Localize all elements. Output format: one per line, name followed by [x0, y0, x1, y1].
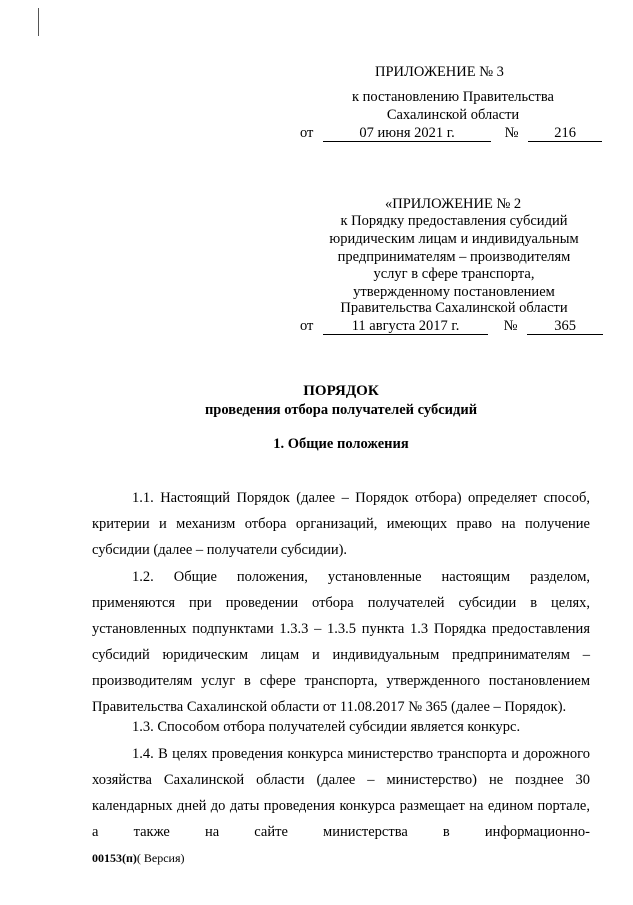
appendix3-number: 216	[528, 125, 602, 142]
appendix3-date: 07 июня 2021 г.	[323, 125, 491, 142]
section-heading: 1. Общие положения	[273, 436, 409, 452]
appendix2-line: к Порядку предоставления субсидий	[340, 213, 568, 229]
from-label: от	[300, 318, 314, 334]
appendix2-line: утвержденному постановлением	[353, 284, 555, 300]
footer-version	[92, 851, 185, 866]
number-label: №	[504, 125, 519, 141]
appendix2-line: юридическим лицам и индивидуальным	[329, 231, 579, 247]
number-label: №	[503, 318, 518, 334]
appendix2-title: «ПРИЛОЖЕНИЕ № 2	[385, 196, 522, 212]
appendix3-date-row	[300, 125, 602, 142]
footer-code: 00153(п)	[92, 851, 137, 865]
appendix2-number: 365	[527, 318, 603, 335]
appendix2-line: услуг в сфере транспорта,	[373, 266, 535, 282]
appendix2-line: Правительства Сахалинской области	[340, 300, 568, 316]
document-title: ПОРЯДОК	[303, 383, 379, 399]
appendix2-date: 11 августа 2017 г.	[323, 318, 488, 335]
appendix2-date-row	[300, 318, 603, 335]
appendix3-line1: к постановлению Правительства	[352, 89, 554, 105]
appendix2-line: предпринимателям – производителям	[337, 249, 571, 265]
appendix3-line2: Сахалинской области	[386, 107, 520, 123]
from-label: от	[300, 125, 314, 141]
paragraph-1-3: 1.3. Способом отбора получателей субсидии является конкурс.	[132, 719, 521, 735]
paragraph-1-1: 1.1. Настоящий Порядок (далее – Порядок отбора) определяет способ, критерии и механизм отбора организаций, имеющих право на получение субсидии (далее – получатели субсидии).	[92, 490, 590, 558]
scan-mark	[38, 8, 39, 36]
appendix3-title: ПРИЛОЖЕНИЕ № 3	[375, 64, 504, 80]
document-subtitle: проведения отбора получателей субсидий	[204, 402, 478, 418]
paragraph-1-2: 1.2. Общие положения, установленные настоящим разделом, применяются при проведении отбора получателей субсидии в целях, установленных подпунктами 1.3.3 – 1.3.5 пункта 1.3 Порядка предоставления субсидий юридическим лицам и индивидуальным предпринимателям – производителям услуг в сфере транспорта, утвержденного постановлением Правительства Сахалинской области от 11.08.2017 № 365 (далее – Порядок).	[92, 569, 590, 715]
footer-version-label: ( Версия)	[136, 851, 185, 865]
paragraph-1-4: 1.4. В целях проведения конкурса министерство транспорта и дорожного хозяйства Сахалинской области (далее – министерство) не позднее 30 календарных дней до даты проведения конкурса размещает на едином портале, а также на сайте министерства в информационно-	[92, 746, 590, 840]
